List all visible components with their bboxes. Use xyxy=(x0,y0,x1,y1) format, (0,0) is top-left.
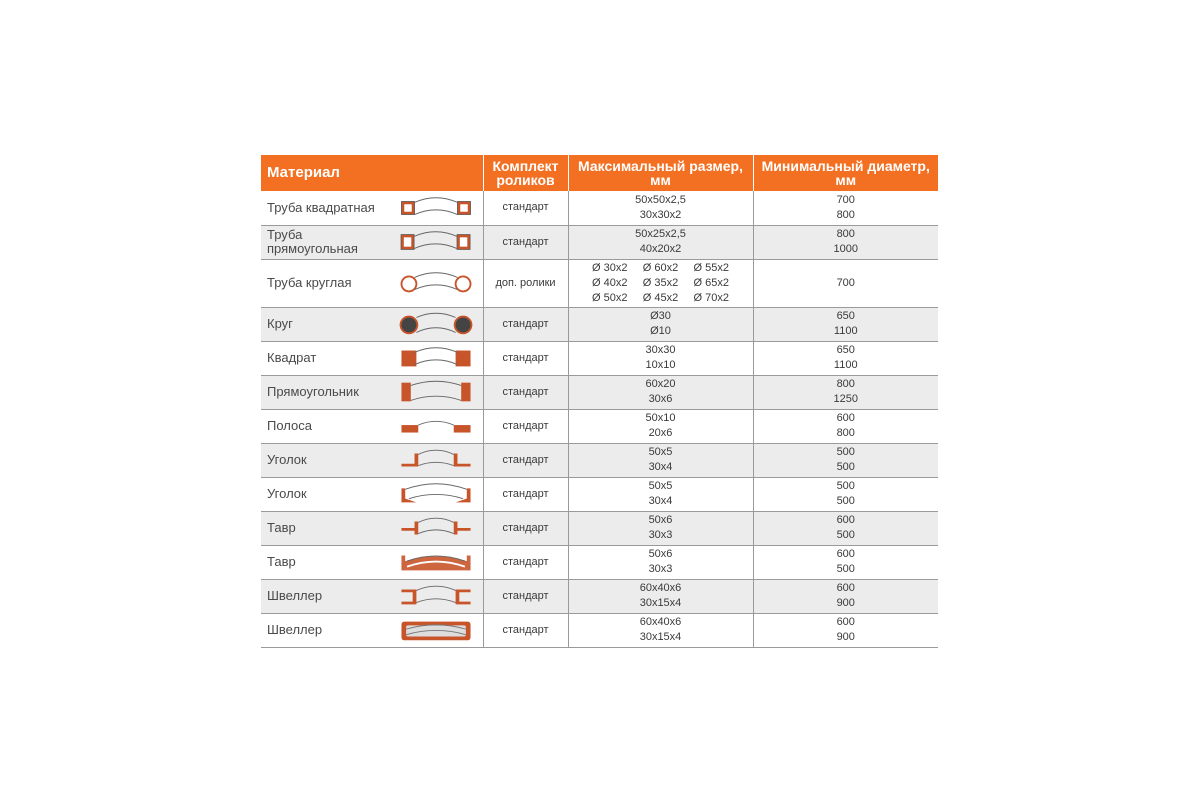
max-size-cell xyxy=(568,341,753,375)
max-size-cell xyxy=(568,613,753,647)
material-cell xyxy=(261,375,483,409)
channel-inward-profile-icon xyxy=(395,616,477,644)
min-diameter-value: 600 xyxy=(836,412,855,424)
min-diameter-cell xyxy=(753,307,938,341)
min-diameter-cell xyxy=(753,613,938,647)
rectangular-tube-profile-icon xyxy=(395,228,476,256)
max-size-value: Ø 50x2 Ø 45x2 Ø 70x2 xyxy=(592,291,729,304)
material-cell xyxy=(261,307,483,341)
max-size-value: 30x15x4 xyxy=(639,631,682,643)
max-size-cell xyxy=(568,307,753,341)
min-diameter-value: 600 xyxy=(836,514,855,526)
round-tube-profile-icon xyxy=(395,269,477,297)
material-cell xyxy=(261,341,483,375)
material-cell xyxy=(261,613,483,647)
max-size-cell xyxy=(568,443,753,477)
square-tube-profile-icon xyxy=(395,194,477,222)
flat-strip-profile-icon xyxy=(395,412,477,440)
material-name: Прямоугольник xyxy=(267,384,359,399)
max-size-value: 50x25x2,5 xyxy=(635,228,686,240)
material-name: Труба круглая xyxy=(267,275,352,290)
max-size-cell xyxy=(568,225,753,259)
max-size-value: 30x3 xyxy=(648,529,673,541)
roller-set-value: стандарт xyxy=(502,487,549,500)
max-size-value: 60x20 xyxy=(645,378,676,390)
roller-set-cell xyxy=(483,191,568,225)
roller-set-cell xyxy=(483,409,568,443)
roller-set-value: доп. ролики xyxy=(495,276,556,289)
tee-inward-profile-icon xyxy=(395,548,477,576)
table-row xyxy=(261,545,938,579)
rectangle-bar-profile-icon xyxy=(395,378,477,406)
max-size-value: 30x3 xyxy=(648,563,673,575)
roller-set-cell xyxy=(483,341,568,375)
roller-set-cell xyxy=(483,375,568,409)
header-max-size: Максимальный размер, мм xyxy=(568,155,753,191)
roller-set-value: стандарт xyxy=(502,317,549,330)
material-cell xyxy=(261,259,483,307)
material-name: Швеллер xyxy=(267,622,323,637)
material-name: Уголок xyxy=(267,486,307,501)
roller-set-value: стандарт xyxy=(502,351,549,364)
min-diameter-value: 600 xyxy=(836,548,855,560)
header-min-diameter: Минимальный диаметр, мм xyxy=(753,155,938,191)
table-row xyxy=(261,191,938,225)
material-name: Уголок xyxy=(267,452,307,467)
table-row xyxy=(261,341,938,375)
min-diameter-value: 800 xyxy=(836,228,855,240)
max-size-value: Ø 40x2 Ø 35x2 Ø 65x2 xyxy=(592,276,729,289)
material-cell xyxy=(261,225,483,259)
material-cell xyxy=(261,477,483,511)
max-size-value: 50x6 xyxy=(648,548,673,560)
min-diameter-value: 700 xyxy=(836,276,855,289)
roller-set-value: стандарт xyxy=(502,419,549,432)
table-row xyxy=(261,225,938,259)
material-name: Тавр xyxy=(267,520,296,535)
header-material: Материал xyxy=(261,155,483,191)
roller-set-cell xyxy=(483,477,568,511)
material-name: Квадрат xyxy=(267,350,317,365)
max-size-value: 50x50x2,5 xyxy=(635,193,686,206)
max-size-value: 20x6 xyxy=(648,427,673,439)
min-diameter-value: 500 xyxy=(836,461,855,473)
roller-set-value: стандарт xyxy=(502,623,549,636)
table-header-row xyxy=(261,155,938,191)
roller-set-value: стандарт xyxy=(502,385,549,398)
max-size-value: 60x40x6 xyxy=(639,616,682,628)
max-size-value: Ø10 xyxy=(650,325,671,337)
min-diameter-value: 900 xyxy=(836,597,855,609)
max-size-value: 30x15x4 xyxy=(639,597,682,609)
material-name: Тавр xyxy=(267,554,296,569)
angle-outward-profile-icon xyxy=(395,446,477,474)
material-cell xyxy=(261,579,483,613)
min-diameter-cell xyxy=(753,579,938,613)
max-size-cell xyxy=(568,545,753,579)
square-bar-profile-icon xyxy=(395,344,477,372)
min-diameter-cell xyxy=(753,477,938,511)
min-diameter-value: 500 xyxy=(836,480,855,492)
max-size-value: 50x10 xyxy=(645,412,676,424)
min-diameter-value: 600 xyxy=(836,616,855,628)
roller-set-cell xyxy=(483,307,568,341)
max-size-value: 60x40x6 xyxy=(639,582,682,594)
table-row xyxy=(261,409,938,443)
material-name: Труба квадратная xyxy=(267,199,375,215)
max-size-value: 10x10 xyxy=(645,359,676,371)
min-diameter-cell xyxy=(753,409,938,443)
roller-set-value: стандарт xyxy=(502,201,549,214)
max-size-cell xyxy=(568,191,753,225)
min-diameter-value: 650 xyxy=(836,344,855,356)
min-diameter-value: 500 xyxy=(836,529,855,541)
min-diameter-value: 700 xyxy=(836,193,855,206)
table-row xyxy=(261,307,938,341)
min-diameter-cell xyxy=(753,375,938,409)
min-diameter-value: 800 xyxy=(836,208,855,221)
roller-set-value: стандарт xyxy=(502,589,549,602)
max-size-cell xyxy=(568,409,753,443)
material-name: Полоса xyxy=(267,418,312,433)
roller-set-cell xyxy=(483,545,568,579)
max-size-cell xyxy=(568,477,753,511)
material-cell xyxy=(261,409,483,443)
bending-capacity-table xyxy=(261,155,938,648)
round-bar-profile-icon xyxy=(395,310,477,338)
table-row xyxy=(261,579,938,613)
roller-set-cell xyxy=(483,259,568,307)
max-size-value: 50x6 xyxy=(648,514,673,526)
min-diameter-value: 600 xyxy=(836,582,855,594)
material-cell xyxy=(261,511,483,545)
min-diameter-value: 500 xyxy=(836,495,855,507)
material-name: Круг xyxy=(267,316,293,331)
max-size-value: 50x5 xyxy=(648,446,673,458)
roller-set-cell xyxy=(483,579,568,613)
roller-set-cell xyxy=(483,225,568,259)
max-size-value: Ø 30x2 Ø 60x2 Ø 55x2 xyxy=(592,261,729,274)
table-row xyxy=(261,511,938,545)
max-size-cell xyxy=(568,511,753,545)
min-diameter-cell xyxy=(753,443,938,477)
table-row xyxy=(261,443,938,477)
max-size-value: 30x6 xyxy=(648,393,673,405)
min-diameter-value: 1250 xyxy=(833,393,858,405)
min-diameter-cell xyxy=(753,191,938,225)
roller-set-value: стандарт xyxy=(502,453,549,466)
table-row xyxy=(261,613,938,647)
material-name: Швеллер xyxy=(267,588,323,603)
min-diameter-cell xyxy=(753,259,938,307)
angle-inward-profile-icon xyxy=(395,480,477,508)
min-diameter-value: 800 xyxy=(836,378,855,390)
min-diameter-value: 800 xyxy=(836,427,855,439)
min-diameter-cell xyxy=(753,341,938,375)
min-diameter-cell xyxy=(753,511,938,545)
min-diameter-cell xyxy=(753,225,938,259)
roller-set-cell xyxy=(483,511,568,545)
max-size-value: 30x30 xyxy=(645,344,676,356)
max-size-value: Ø30 xyxy=(650,310,671,322)
min-diameter-value: 1100 xyxy=(833,325,858,337)
max-size-value: 30x30x2 xyxy=(639,208,682,221)
table-row xyxy=(261,477,938,511)
min-diameter-value: 1100 xyxy=(833,359,858,371)
min-diameter-value: 500 xyxy=(836,446,855,458)
table-row xyxy=(261,259,938,307)
min-diameter-value: 1000 xyxy=(833,243,858,255)
max-size-cell xyxy=(568,259,753,307)
max-size-cell xyxy=(568,375,753,409)
max-size-value: 30x4 xyxy=(648,461,673,473)
material-cell xyxy=(261,443,483,477)
roller-set-value: стандарт xyxy=(502,555,549,568)
material-name: Труба прямоугольная xyxy=(267,227,358,256)
material-cell xyxy=(261,545,483,579)
min-diameter-value: 900 xyxy=(836,631,855,643)
tee-outward-profile-icon xyxy=(395,514,477,542)
roller-set-value: стандарт xyxy=(502,235,549,248)
min-diameter-value: 650 xyxy=(836,310,855,322)
material-cell xyxy=(261,191,483,225)
channel-outward-profile-icon xyxy=(395,582,477,610)
max-size-cell xyxy=(568,579,753,613)
max-size-value: 40x20x2 xyxy=(639,243,682,255)
max-size-value: 50x5 xyxy=(648,480,673,492)
roller-set-cell xyxy=(483,613,568,647)
min-diameter-value: 500 xyxy=(836,563,855,575)
roller-set-value: стандарт xyxy=(502,521,549,534)
table-row xyxy=(261,375,938,409)
roller-set-cell xyxy=(483,443,568,477)
min-diameter-cell xyxy=(753,545,938,579)
header-roller-set: Комплект роликов xyxy=(483,155,568,191)
max-size-value: 30x4 xyxy=(648,495,673,507)
